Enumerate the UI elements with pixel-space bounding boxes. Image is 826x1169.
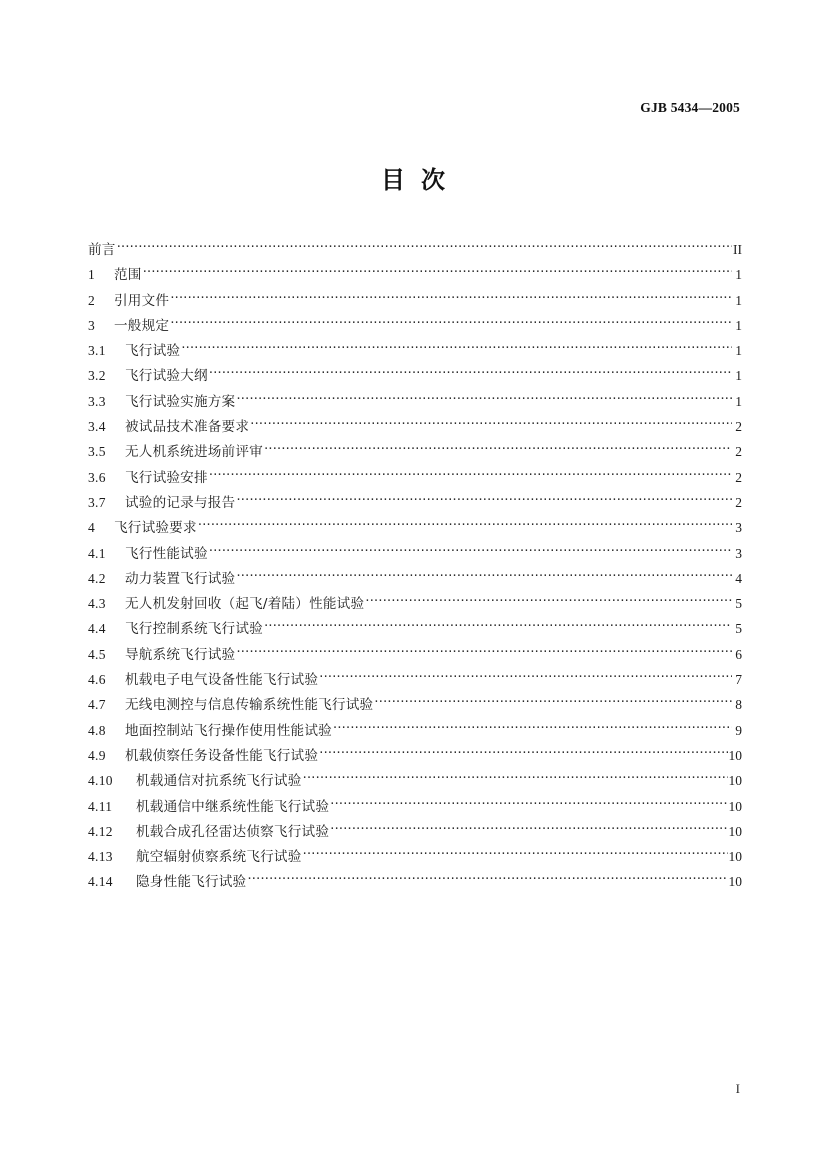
toc-entry-number: 4.4 [88,621,106,637]
page-number-folio: I [735,1081,740,1096]
toc-entry-number: 3 [88,317,96,333]
toc-entry-label: 机载电子电气设备性能飞行试验 [125,672,319,689]
standard-code-header: GJB 5434—2005 [640,100,740,115]
toc-entry[interactable] [88,744,742,769]
toc-entry-page-number: 7 [735,672,742,688]
toc-entry-page-number: 2 [735,469,742,485]
toc-dot-leader [264,620,732,633]
toc-entry-number: 4.14 [88,874,113,890]
table-of-contents [88,238,742,896]
toc-entry-page-number: 10 [728,773,742,789]
toc-dot-leader [303,772,728,785]
toc-entry-number: 1 [88,267,96,283]
toc-entry[interactable] [88,668,742,693]
toc-entry-label: 飞行试验大纲 [125,368,208,385]
toc-dot-leader [181,342,732,355]
toc-entry-label: 机载合成孔径雷达侦察飞行试验 [136,823,330,840]
toc-entry-page-number: 10 [728,849,742,865]
toc-dot-leader [250,418,732,431]
toc-entry-number: 4.1 [88,545,106,561]
toc-dot-leader [143,266,732,279]
toc-dot-leader [236,393,732,406]
toc-entry-number: 4.2 [88,570,106,586]
toc-entry-page-number: 10 [728,798,742,814]
toc-entry[interactable] [88,314,742,339]
toc-entry-label: 飞行试验要求 [114,520,197,537]
toc-entry[interactable] [88,643,742,668]
toc-entry-page-number: 10 [728,747,742,763]
toc-entry-label: 导航系统飞行试验 [125,646,236,663]
toc-entry-label: 动力装置飞行试验 [125,570,236,587]
toc-entry-label: 无线电测控与信息传输系统性能飞行试验 [125,697,374,714]
toc-dot-leader [319,671,732,684]
toc-entry-page-number: 1 [735,393,742,409]
toc-entry-number: 4.3 [88,596,106,612]
toc-entry[interactable] [88,795,742,820]
toc-entry-number: 4.9 [88,747,106,763]
toc-entry-number: 3.6 [88,469,106,485]
toc-entry-label: 前言 [88,242,116,258]
toc-entry[interactable] [88,769,742,794]
toc-entry[interactable] [88,289,742,314]
toc-entry-label: 地面控制站飞行操作使用性能试验 [125,722,332,739]
toc-entry-number: 4.8 [88,722,106,738]
toc-entry-label: 飞行控制系统飞行试验 [125,621,263,638]
toc-entry-number: 4.11 [88,798,113,814]
toc-entry[interactable] [88,238,742,263]
toc-entry-number: 3.7 [88,494,106,510]
toc-entry-page-number: 4 [735,570,742,586]
toc-entry-label: 引用文件 [114,292,170,309]
toc-entry[interactable] [88,263,742,288]
toc-entry[interactable] [88,415,742,440]
toc-entry[interactable] [88,516,742,541]
toc-entry[interactable] [88,491,742,516]
toc-entry-page-number: 6 [735,646,742,662]
toc-dot-leader [209,367,732,380]
toc-entry-page-number: 1 [735,368,742,384]
toc-entry-page-number: 2 [735,419,742,435]
toc-dot-leader [264,443,732,456]
toc-entry-number: 4.6 [88,672,106,688]
toc-dot-leader [170,317,732,330]
toc-dot-leader [365,595,732,608]
toc-entry-page-number: 3 [735,545,742,561]
toc-entry[interactable] [88,845,742,870]
toc-entry-number: 3.1 [88,343,106,359]
toc-entry-label: 无人机系统进场前评审 [125,444,263,461]
toc-entry-label: 一般规定 [114,317,170,334]
toc-dot-leader [209,545,732,558]
toc-entry-page-number: 1 [735,343,742,359]
toc-entry-number: 4.7 [88,697,106,713]
toc-dot-leader [330,823,727,836]
toc-entry[interactable] [88,390,742,415]
toc-entry-number: 3.5 [88,444,106,460]
toc-entry[interactable] [88,466,742,491]
toc-entry[interactable] [88,567,742,592]
toc-entry-page-number: 3 [735,520,742,536]
toc-entry-label: 隐身性能飞行试验 [136,874,247,891]
toc-entry-page-number: 8 [735,697,742,713]
toc-entry-number: 4.13 [88,849,113,865]
toc-entry-page-number: 1 [735,267,742,283]
toc-entry[interactable] [88,617,742,642]
toc-entry-number: 3.3 [88,393,106,409]
toc-dot-leader [247,873,727,886]
toc-entry[interactable] [88,339,742,364]
toc-entry-page-number: 2 [735,444,742,460]
toc-entry-number: 2 [88,292,96,308]
toc-entry-label: 飞行性能试验 [125,545,208,562]
toc-entry-page-number: 5 [735,596,742,612]
page-title: 目次 [381,166,461,194]
toc-entry-number: 3.4 [88,419,106,435]
toc-dot-leader [209,469,732,482]
toc-entry[interactable] [88,820,742,845]
toc-entry-label: 飞行试验安排 [125,469,208,486]
toc-entry-label: 飞行试验 [125,343,181,360]
toc-dot-leader [236,494,732,507]
toc-entry-page-number: 10 [728,823,742,839]
toc-dot-leader [374,696,732,709]
toc-dot-leader [236,570,732,583]
toc-entry[interactable] [88,719,742,744]
toc-entry-label: 无人机发射回收（起飞/着陆）性能试验 [125,596,365,613]
toc-entry-label: 机载通信中继系统性能飞行试验 [136,798,330,815]
toc-entry-number: 4 [88,520,96,536]
toc-dot-leader [319,747,727,760]
toc-entry-label: 被试品技术准备要求 [125,419,250,436]
toc-entry-page-number: 1 [735,317,742,333]
toc-entry-number: 4.5 [88,646,106,662]
toc-entry[interactable] [88,542,742,567]
toc-dot-leader [303,848,728,861]
toc-entry-label: 范围 [114,267,142,284]
toc-entry-page-number: II [733,242,742,257]
toc-dot-leader [198,519,732,532]
toc-dot-leader [333,722,732,735]
toc-entry-page-number: 10 [728,874,742,890]
toc-entry-number: 4.10 [88,773,113,789]
toc-entry[interactable] [88,440,742,465]
toc-dot-leader [117,241,732,254]
toc-entry-label: 机载侦察任务设备性能飞行试验 [125,747,319,764]
toc-entry-label: 机载通信对抗系统飞行试验 [136,773,302,790]
toc-entry-page-number: 5 [735,621,742,637]
toc-entry[interactable] [88,693,742,718]
toc-dot-leader [170,292,732,305]
toc-entry[interactable] [88,364,742,389]
toc-dot-leader [330,798,727,811]
toc-entry-number: 3.2 [88,368,106,384]
toc-entry-page-number: 1 [735,292,742,308]
toc-entry-label: 飞行试验实施方案 [125,393,236,410]
toc-entry[interactable] [88,870,742,895]
toc-entry-number: 4.12 [88,823,113,839]
toc-entry-label: 航空辐射侦察系统飞行试验 [136,849,302,866]
toc-entry-page-number: 9 [735,722,742,738]
toc-dot-leader [236,646,732,659]
toc-entry-page-number: 2 [735,494,742,510]
toc-entry[interactable] [88,592,742,617]
toc-entry-label: 试验的记录与报告 [125,494,236,511]
